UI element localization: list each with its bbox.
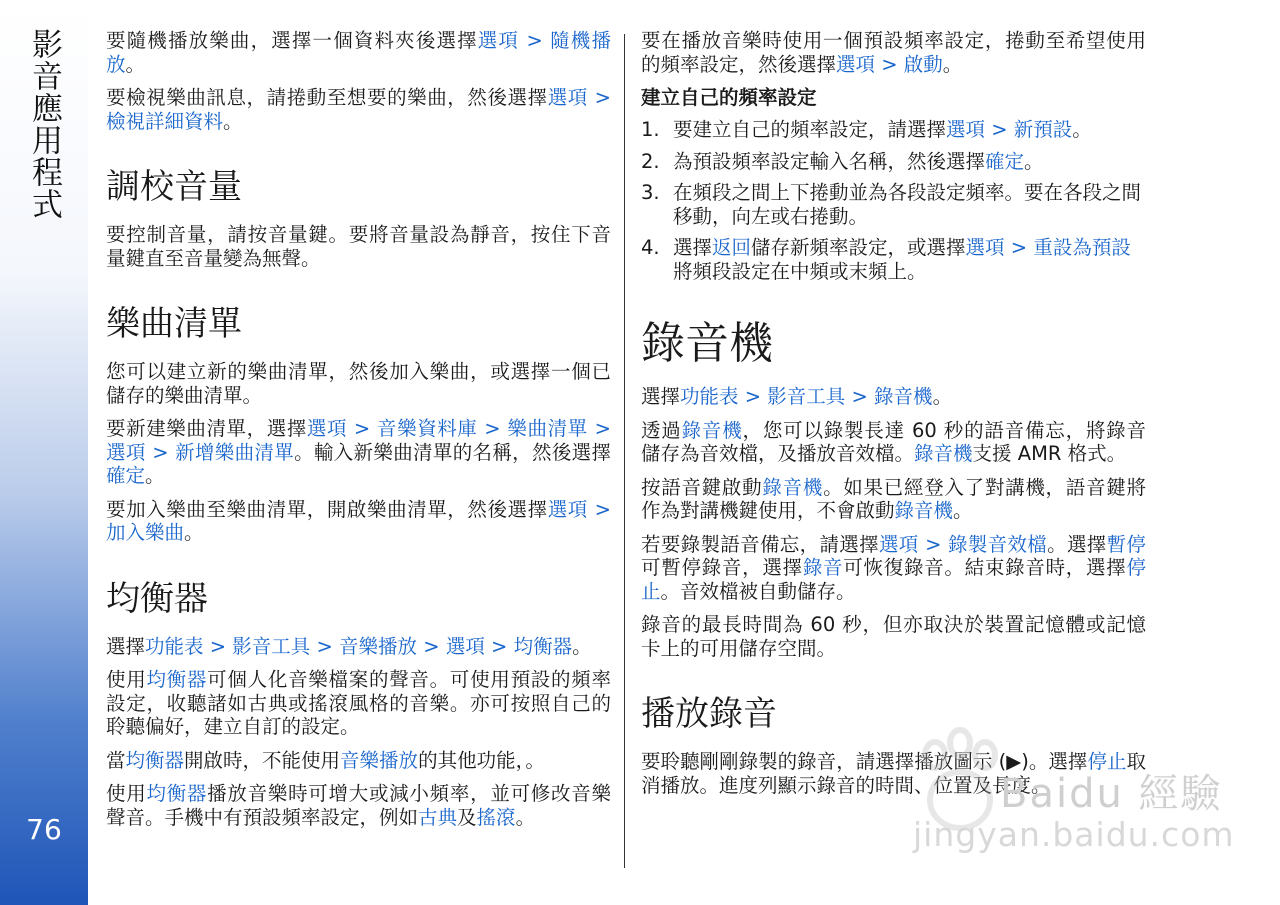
recorder-limit-paragraph: 錄音的最長時間為 60 秒，但亦取決於裝置記憶體或記憶卡上的可用儲存空間。 (641, 613, 1146, 660)
recorder-voicekey-paragraph: 按語音鍵啟動錄音機。如果已經登入了對講機，語音鍵將作為對講機鍵使用，不會啟動錄音機。 (641, 475, 1146, 522)
left-column (106, 29, 611, 839)
step-item: 4. 選擇返回儲存新頻率設定，或選擇選項 > 重設為預設將頻段設定在中頻或末頻上。 (641, 236, 1131, 283)
volume-paragraph: 要控制音量，請按音量鍵。要將音量設為靜音，按住下音量鍵直至音量變為無聲。 (106, 223, 611, 270)
column-divider (624, 34, 625, 868)
equalizer-heading: 均衡器 (106, 578, 208, 619)
menu-details-link: 檢視詳細資料 (106, 109, 224, 133)
recorder-path-paragraph: 選擇功能表 > 影音工具 > 錄音機。 (641, 385, 953, 408)
chapter-title: 影音應用程式 (26, 28, 62, 220)
equalizer-note-paragraph: 當均衡器開啟時，不能使用音樂播放的其他功能，。 (106, 748, 545, 772)
step-item: 2. 為預設頻率設定輸入名稱，然後選擇確定。 (641, 149, 1044, 173)
equalizer-usage-paragraph: 使用均衡器可個人化音樂檔案的聲音。可使用預設的頻率設定，收聽諸如古典或搖滾風格的音樂。亦可按照自己的聆聽偏好，建立自訂的設定。 (106, 668, 611, 738)
equalizer-path-paragraph: 選擇功能表 > 影音工具 > 音樂播放 > 選項 > 均衡器。 (106, 634, 592, 658)
volume-heading: 調校音量 (106, 167, 242, 207)
play-icon: ▶ (1006, 750, 1022, 773)
recorder-heading: 錄音機 (641, 318, 773, 369)
page-number: 76 (26, 813, 62, 846)
watermark-url: jingyan.baidu.com (913, 815, 1235, 854)
chapter-sidebar (0, 0, 88, 905)
right-column (641, 29, 1146, 807)
playlist-heading: 樂曲清單 (106, 304, 242, 344)
playback-paragraph: 要聆聽剛剛錄製的錄音，請選擇播放圖示 (▶)。選擇停止取消播放。進度列顯示錄音的時間、位置及長度。 (641, 750, 1147, 797)
shuffle-paragraph: 要隨機播放樂曲，選擇一個資料夾後選擇選項 > 隨機播放。 (106, 29, 611, 76)
custom-preset-heading: 建立自己的頻率設定 (641, 86, 817, 109)
playlist-add-paragraph: 要加入樂曲至樂曲清單，開啟樂曲清單，然後選擇選項 > 加入樂曲。 (106, 497, 611, 544)
equalizer-presets-paragraph: 使用均衡器播放音樂時可增大或減小頻率，並可修改音樂聲音。手機中有預設頻率設定，例如古典及搖滾。 (106, 782, 611, 829)
custom-preset-steps (641, 118, 1146, 283)
recorder-record-paragraph: 若要錄製語音備忘，請選擇選項 > 錄製音效檔。選擇暫停可暫停錄音，選擇錄音可恢復錄音。結束錄音時，選擇停止。音效檔被自動儲存。 (641, 532, 1146, 603)
menu-shuffle-link: 隨機播放 (106, 29, 611, 76)
playlist-create-paragraph: 要新建樂曲清單，選擇選項 > 音樂資料庫 > 樂曲清單 > 選項 > 新增樂曲清單。輸入新樂曲清單的名稱，然後選擇確定。 (106, 417, 611, 487)
preset-activate-paragraph: 要在播放音樂時使用一個預設頻率設定，捲動至希望使用的頻率設定，然後選擇選項 > 啟動。 (641, 29, 1146, 76)
playback-heading: 播放錄音 (641, 694, 777, 734)
details-paragraph: 要檢視樂曲訊息，請捲動至想要的樂曲，然後選擇選項 > 檢視詳細資料。 (106, 86, 611, 133)
watermark-brand: Baidu 經驗 (1000, 771, 1223, 817)
step-item: 3. 在頻段之間上下捲動並為各段設定頻率。要在各段之間移動，向左或右捲動。 (641, 181, 1142, 228)
menu-option-link: 選項 (477, 29, 520, 52)
step-item: 1. 要建立自己的頻率設定，請選擇選項 > 新預設。 (641, 118, 1092, 141)
menu-option-link: 選項 (547, 86, 588, 109)
playlist-intro-paragraph: 您可以建立新的樂曲清單，然後加入樂曲，或選擇一個已儲存的樂曲清單。 (106, 360, 611, 407)
recorder-intro-paragraph: 透過錄音機，您可以錄製長達 60 秒的語音備忘，將錄音儲存為音效檔，及播放音效檔。錄音機支援 AMR 格式。 (641, 418, 1146, 465)
